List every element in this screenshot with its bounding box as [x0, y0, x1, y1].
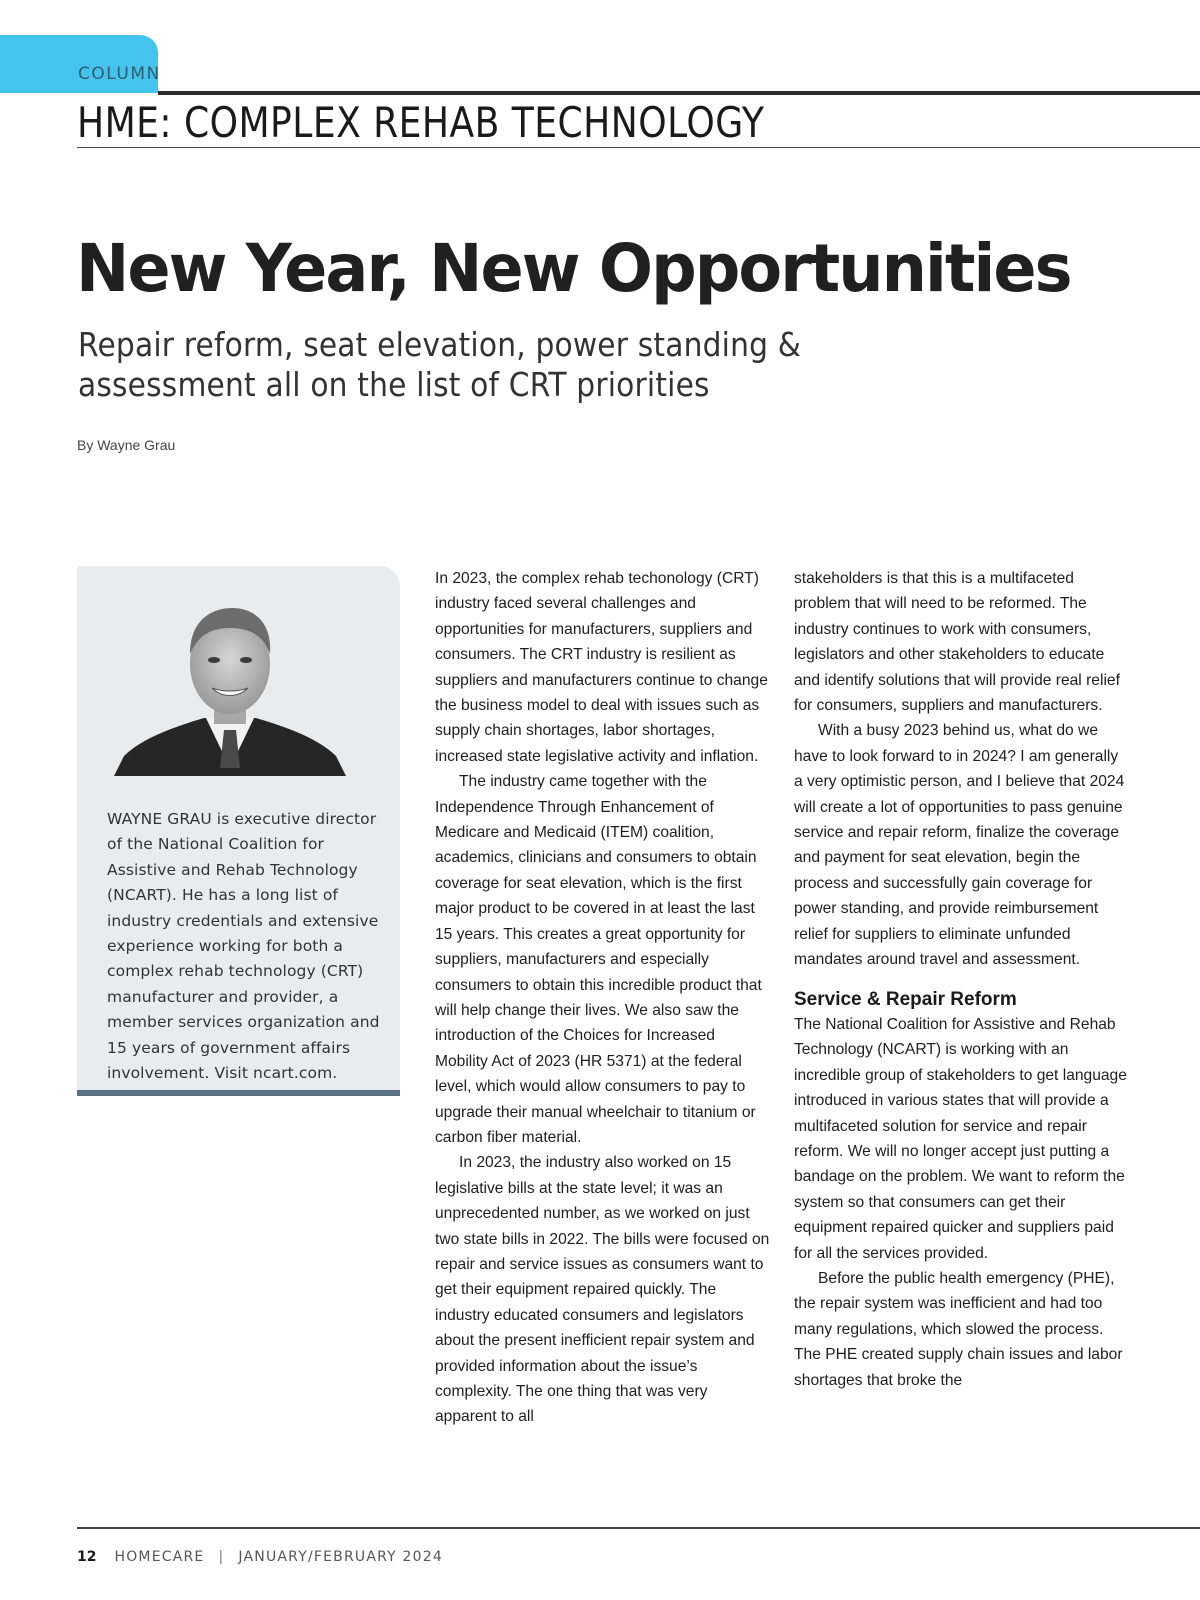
body-paragraph: In 2023, the industry also worked on 15 legislative bills at the state level; it was an unprecedented number, as we worked on just two state bills in 2022. The bills were focused on repair and service issues as consumers want to get their equipment repaired quickly. The industry educated consumers and legislators about the present inefficient repair system and provided information about the issue’s complexity. The one thing that was very apparent to all	[435, 1154, 770, 1426]
headline: New Year, New Opportunities	[76, 230, 1071, 307]
body-paragraph: The National Coalition for Assistive and Rehab Technology (NCART) is working with an incredible group of stakeholders to get language introduced in various states that will provide a multifaceted solution for service and repair reform. We will no longer accept just putting a bandage on the problem. We want to reform the system so that consumers can get their equipment repaired quicker and suppliers paid for all the services provided.	[794, 1015, 1127, 1262]
body-column-2	[794, 566, 1129, 1393]
author-portrait-icon	[114, 596, 346, 776]
section-title: HME: COMPLEX REHAB TECHNOLOGY	[77, 98, 765, 147]
subhead: Service & Repair Reform	[794, 988, 1017, 1010]
column-label: COLUMN	[78, 64, 161, 84]
body-paragraph: With a busy 2023 behind us, what do we have to look forward to in 2024? I am generally a very optimistic person, and I believe that 2024 will create a lot of opportunities to pass genuine service and repair reform, finalize the coverage and payment for seat elevation, begin the process and successfully gain coverage for power standing, and provide reimbursement relief for suppliers to eliminate unfunded mandates around travel and assessment.	[794, 722, 1125, 969]
header-underline	[77, 147, 1200, 148]
body-paragraph: Before the public health emergency (PHE), the repair system was inefficient and had too many regulations, which slowed the process. The PHE created supply chain issues and labor shortages that broke the	[794, 1269, 1123, 1389]
header-rule	[158, 91, 1200, 95]
body-column-1	[435, 566, 770, 1430]
footer-separator: |	[218, 1549, 225, 1565]
author-bio-text: WAYNE GRAU is executive director of the National Coalition for Assistive and Rehab Technology (NCART). He has a long list of industry credentials and extensive experience working for both a complex rehab technology (CRT) manufacturer and provider, a member services organization and 15 years of government affairs involvement. Visit ncart.com.	[107, 810, 380, 1083]
author-bio-box	[77, 566, 400, 1096]
footer	[77, 1549, 443, 1565]
byline: By Wayne Grau	[77, 437, 176, 453]
dek: Repair reform, seat elevation, power standing & assessment all on the list of CRT priorities	[78, 325, 802, 404]
page-number: 12	[77, 1549, 97, 1565]
footer-rule	[77, 1527, 1200, 1529]
issue-date: JANUARY/FEBRUARY 2024	[238, 1549, 443, 1565]
body-paragraph: The industry came together with the Independence Through Enhancement of Medicare and Medicaid (ITEM) coalition, academics, clinicians and consumers to obtain coverage for seat elevation, which is the first major product to be covered in at least the last 15 years. This creates a great opportunity for suppliers, manufacturers and especially consumers to obtain this incredible product that will help change their lives. We also saw the introduction of the Choices for Increased Mobility Act of 2023 (HR 5371) at the federal level, which would allow consumers to pay to upgrade their manual wheelchair to titanium or carbon fiber material.	[435, 773, 762, 1146]
publication-name: HOMECARE	[114, 1549, 205, 1565]
body-paragraph: In 2023, the complex rehab techonology (CRT) industry faced several challenges and opportunities for manufacturers, suppliers and consumers. The CRT industry is resilient as suppliers and manufacturers continue to change the business model to deal with issues such as supply chain shortages, labor shortages, increased state legislative activity and inflation.	[435, 570, 768, 765]
body-paragraph: stakeholders is that this is a multifaceted problem that will need to be reformed. The industry continues to work with consumers, legislators and other stakeholders to educate and identify solutions that will provide real relief for consumers, suppliers and manufacturers.	[794, 570, 1120, 715]
